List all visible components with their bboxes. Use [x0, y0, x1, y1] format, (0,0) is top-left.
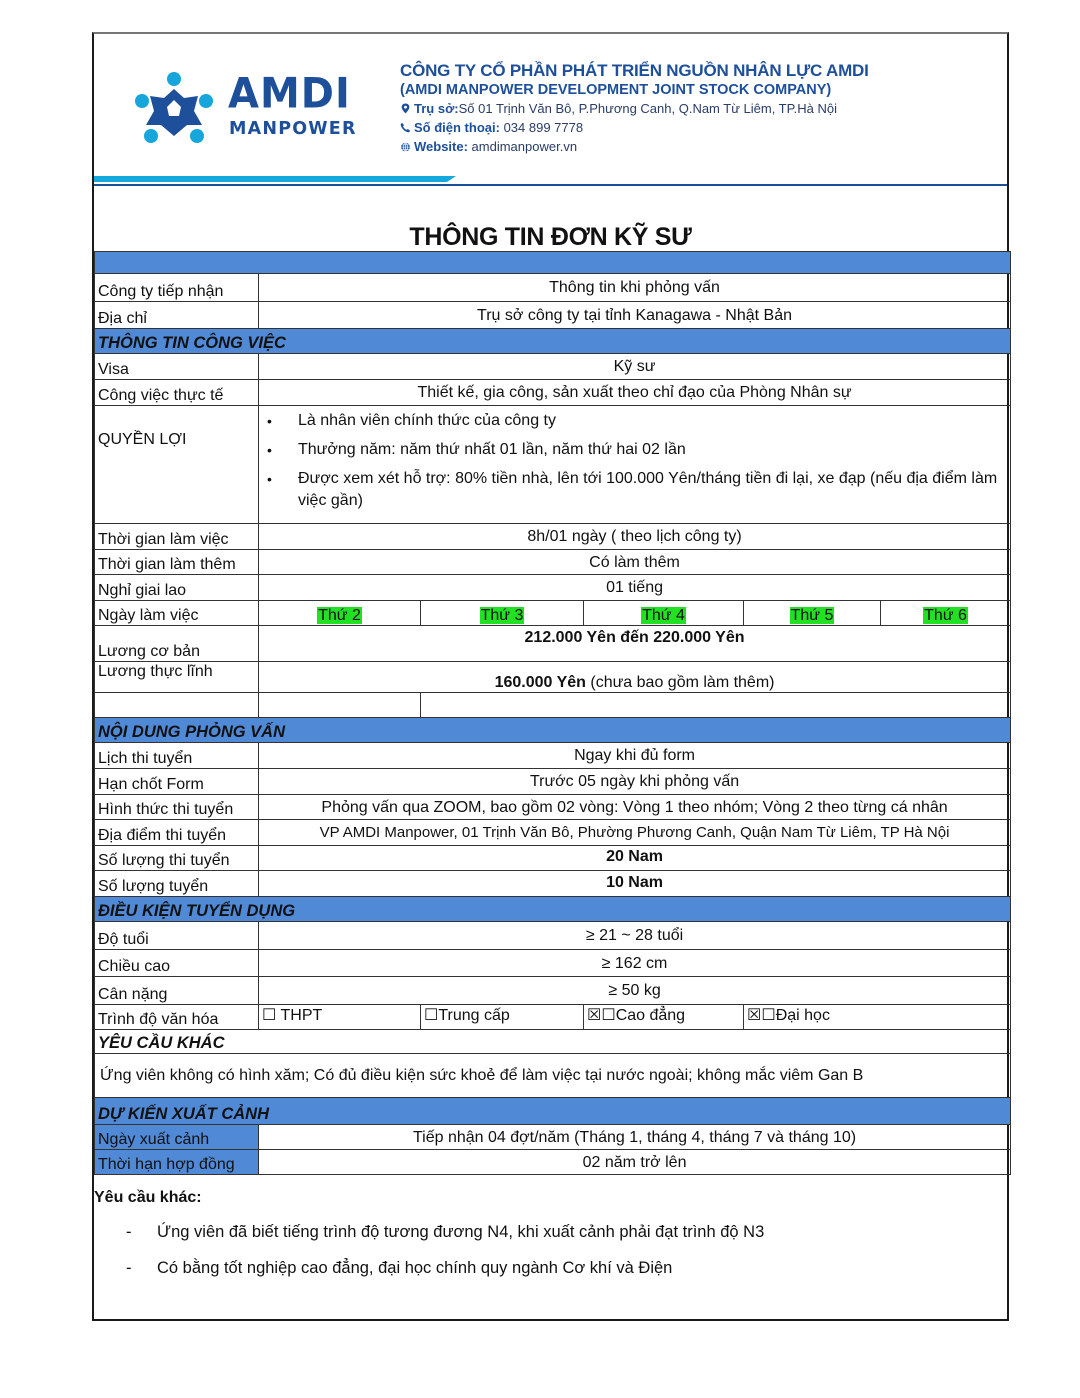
- table-row: [95, 846, 1011, 871]
- row-label: Trình độ văn hóa: [95, 1005, 259, 1030]
- row-value: ≥ 162 cm: [259, 950, 1011, 977]
- section-header-departure: DỰ KIẾN XUẤT CẢNH: [95, 1098, 1011, 1125]
- row-label: Thời hạn hợp đồng: [95, 1150, 259, 1175]
- section-header-job: THÔNG TIN CÔNG VIỆC: [95, 329, 1011, 354]
- amdi-logo: [134, 70, 359, 145]
- document-page: [92, 32, 1009, 1321]
- row-label: Lương cơ bản: [95, 626, 259, 662]
- table-row: [95, 950, 1011, 977]
- engineer-info-table: [94, 251, 1011, 1175]
- company-name-en: (AMDI MANPOWER DEVELOPMENT JOINT STOCK COMPANY): [400, 82, 832, 98]
- table-row: [95, 743, 1011, 769]
- location-pin-icon: [400, 103, 411, 114]
- education-option-dai-hoc[interactable]: ☒☐Đại học: [744, 1005, 1011, 1030]
- row-value: Kỹ sư: [259, 354, 1011, 380]
- education-option-trung-cap[interactable]: ☐Trung cấp: [421, 1005, 584, 1030]
- logo-sub: MANPOWER: [229, 119, 357, 139]
- table-row: [95, 302, 1011, 329]
- list-item: - Ứng viên đã biết tiếng trình độ tương đương N4, khi xuất cảnh phải đạt trình độ N3: [94, 1222, 1007, 1242]
- row-label: Chiều cao: [95, 950, 259, 977]
- row-label: Lịch thi tuyển: [95, 743, 259, 769]
- row-value: ≥ 50 kg: [259, 977, 1011, 1005]
- table-row: [95, 820, 1011, 846]
- row-value: Ngay khi đủ form: [259, 743, 1011, 769]
- list-item: • Được xem xét hỗ trợ: 80% tiền nhà, lên tới 100.000 Yên/tháng tiền đi lại, xe đạp (nếu địa điểm làm việc gần): [262, 468, 1007, 512]
- table-row: [95, 601, 1011, 626]
- row-label: QUYỀN LỢI: [95, 406, 259, 524]
- row-value: 8h/01 ngày ( theo lịch công ty): [259, 524, 1011, 550]
- table-row: [95, 550, 1011, 575]
- workday-cell: [584, 601, 744, 626]
- workday-cell: [744, 601, 881, 626]
- row-value: ≥ 21 ~ 28 tuổi: [259, 922, 1011, 950]
- row-label: Địa điểm thi tuyển: [95, 820, 259, 846]
- company-info: [400, 61, 869, 156]
- additional-requirements-title: Yêu cầu khác:: [94, 1189, 202, 1206]
- row-value: 10 Nam: [259, 871, 1011, 897]
- section-header-other-row: [95, 1030, 1011, 1054]
- workday-cell: [259, 601, 421, 626]
- row-value: 02 năm trở lên: [259, 1150, 1011, 1175]
- table-row: [95, 1150, 1011, 1175]
- table-row: [95, 977, 1011, 1005]
- empty-row: [95, 693, 1011, 718]
- workday-tue: Thứ 3: [480, 607, 524, 624]
- phone-icon: [400, 122, 411, 133]
- row-value: Tiếp nhận 04 đợt/năm (Tháng 1, tháng 4, tháng 7 và tháng 10): [259, 1125, 1011, 1150]
- row-value: Có làm thêm: [259, 550, 1011, 575]
- row-label: Visa: [95, 354, 259, 380]
- row-value: VP AMDI Manpower, 01 Trịnh Văn Bô, Phường Phương Canh, Quận Nam Từ Liêm, TP Hà Nội: [259, 820, 1011, 846]
- blank-header-row: [95, 252, 1011, 274]
- table-row: [95, 871, 1011, 897]
- table-row: [95, 1125, 1011, 1150]
- globe-icon: [400, 141, 411, 152]
- letterhead: [94, 34, 1007, 189]
- list-item: • Thưởng năm: năm thứ nhất 01 lần, năm thứ hai 02 lần: [262, 439, 1007, 461]
- row-label: Hình thức thi tuyển: [95, 795, 259, 820]
- row-value: Phỏng vấn qua ZOOM, bao gồm 02 vòng: Vòng 1 theo nhóm; Vòng 2 theo từng cá nhân: [259, 795, 1011, 820]
- education-option-thpt[interactable]: ☐ THPT: [259, 1005, 421, 1030]
- table-row: [95, 1054, 1011, 1098]
- workday-thu: Thứ 5: [790, 607, 834, 624]
- row-label: Công ty tiếp nhận: [95, 274, 259, 302]
- base-salary-value: 212.000 Yên đến 220.000 Yên: [259, 626, 1011, 662]
- row-value: Trụ sở công ty tại tỉnh Kanagawa - Nhật Bản: [259, 302, 1011, 329]
- workday-cell: [881, 601, 1011, 626]
- benefits-cell: [259, 406, 1011, 524]
- row-label: Thời gian làm việc: [95, 524, 259, 550]
- company-name: CÔNG TY CỔ PHẦN PHÁT TRIỂN NGUỒN NHÂN LỰC AMDI: [400, 61, 869, 80]
- workday-cell: [421, 601, 584, 626]
- table-row: [95, 575, 1011, 601]
- table-row: [95, 524, 1011, 550]
- row-value: 20 Nam: [259, 846, 1011, 871]
- row-label: Cân nặng: [95, 977, 259, 1005]
- header-divider: [94, 176, 1007, 188]
- section-header-interview: NỘI DUNG PHỎNG VẤN: [95, 718, 1011, 743]
- table-row: [95, 662, 1011, 693]
- row-value: 01 tiếng: [259, 575, 1011, 601]
- table-row: [95, 406, 1011, 524]
- table-row: [95, 354, 1011, 380]
- table-row: [95, 274, 1011, 302]
- table-row: [95, 1005, 1011, 1030]
- row-label: Nghỉ giai lao: [95, 575, 259, 601]
- section-header-other: YÊU CẦU KHÁC: [95, 1030, 1011, 1054]
- table-row: [95, 626, 1011, 662]
- row-label: Địa chỉ: [95, 302, 259, 329]
- row-label: Hạn chốt Form: [95, 769, 259, 795]
- table-row: [95, 380, 1011, 406]
- benefits-list: [262, 406, 1007, 512]
- row-label: Độ tuổi: [95, 922, 259, 950]
- row-label: Công việc thực tế: [95, 380, 259, 406]
- table-row: [95, 922, 1011, 950]
- row-label: Lương thực lĩnh: [95, 662, 259, 693]
- row-label: Số lượng thi tuyển: [95, 846, 259, 871]
- workday-fri: Thứ 6: [924, 607, 967, 624]
- company-phone: Số điện thoại: 034 899 7778: [400, 118, 869, 137]
- logo-brand: AMDI: [228, 69, 351, 119]
- company-address: Trụ sở:Số 01 Trịnh Văn Bô, P.Phương Canh, Q.Nam Từ Liêm, TP.Hà Nội: [400, 99, 869, 118]
- row-label: Ngày xuất cảnh: [95, 1125, 259, 1150]
- row-label: Ngày làm việc: [95, 601, 259, 626]
- people-circle-logo-icon: [134, 70, 214, 145]
- table-row: [95, 795, 1011, 820]
- other-requirements-text: Ứng viên không có hình xăm; Có đủ điều kiện sức khoẻ để làm việc tại nước ngoài; không mắc viêm Gan B: [95, 1054, 1011, 1098]
- row-label: Số lượng tuyển: [95, 871, 259, 897]
- list-item: - Có bằng tốt nghiệp cao đẳng, đại học chính quy ngành Cơ khí và Điện: [94, 1258, 1007, 1278]
- section-header-conditions: ĐIỀU KIỆN TUYỂN DỤNG: [95, 897, 1011, 922]
- additional-requirements: [94, 1175, 1007, 1278]
- list-item: • Là nhân viên chính thức của công ty: [262, 410, 1007, 432]
- table-row: [95, 769, 1011, 795]
- page-title: THÔNG TIN ĐƠN KỸ SƯ: [409, 223, 692, 251]
- row-label: Thời gian làm thêm: [95, 550, 259, 575]
- additional-requirements-list: [94, 1222, 1007, 1278]
- row-value: Thông tin khi phỏng vấn: [259, 274, 1011, 302]
- company-website: Website: amdimanpower.vn: [400, 137, 869, 156]
- net-salary-value: 160.000 Yên (chưa bao gồm làm thêm): [259, 662, 1011, 693]
- row-value: Thiết kế, gia công, sản xuất theo chỉ đạo của Phòng Nhân sự: [259, 380, 1011, 406]
- workday-wed: Thứ 4: [642, 607, 685, 624]
- education-option-cao-dang[interactable]: ☒☐Cao đẳng: [584, 1005, 744, 1030]
- row-value: Trước 05 ngày khi phỏng vấn: [259, 769, 1011, 795]
- workday-mon: Thứ 2: [318, 607, 361, 624]
